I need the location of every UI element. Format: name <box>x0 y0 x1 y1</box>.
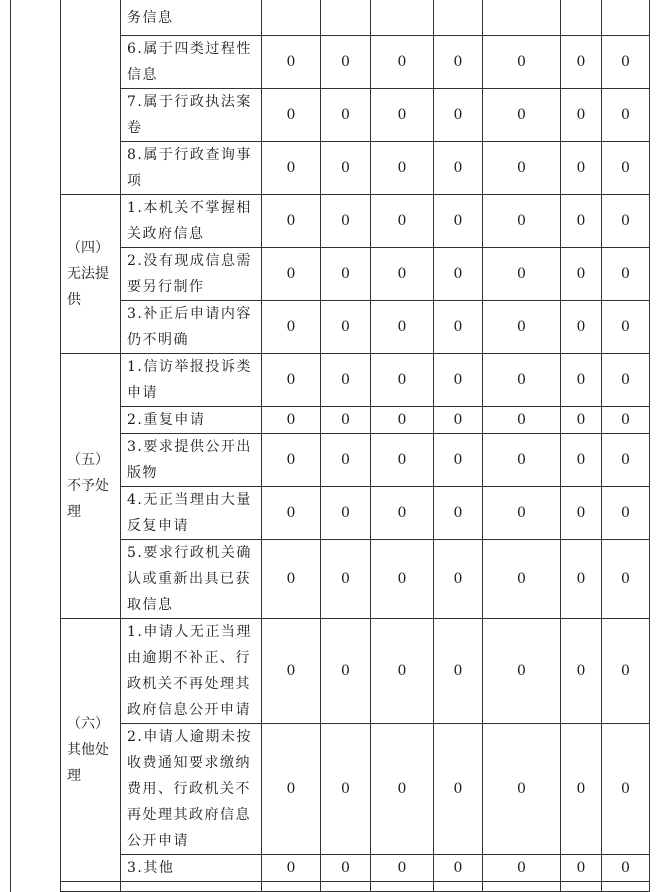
cell: 0 <box>321 540 371 619</box>
cell <box>321 882 371 892</box>
cell: 0 <box>262 89 321 142</box>
cell: 0 <box>602 301 650 354</box>
cell <box>602 0 650 36</box>
cell: 0 <box>602 354 650 407</box>
cell <box>483 0 561 36</box>
row-label: 6.属于四类过程性信息 <box>121 36 262 89</box>
cell <box>371 0 434 36</box>
row-label: 2.重复申请 <box>121 407 262 434</box>
row-label: 3.其他 <box>121 855 262 882</box>
cell: 0 <box>483 142 561 195</box>
category-cell: （六）其他处理 <box>61 619 121 882</box>
cell: 0 <box>602 724 650 855</box>
cell: 0 <box>321 89 371 142</box>
cell: 0 <box>602 487 650 540</box>
cell: 0 <box>602 407 650 434</box>
continued-category-cell <box>61 0 121 195</box>
row-label: 2.申请人逾期未按收费通知要求缴纳费用、行政机关不再处理其政府信息公开申请 <box>121 724 262 855</box>
cell: 0 <box>371 354 434 407</box>
cell: 0 <box>321 434 371 487</box>
cell: 0 <box>262 195 321 248</box>
cell: 0 <box>434 855 483 882</box>
cell: 0 <box>561 354 602 407</box>
table-row <box>11 882 650 892</box>
table-row <box>11 195 650 248</box>
cell: 0 <box>434 487 483 540</box>
table-row <box>11 619 650 724</box>
cell <box>561 0 602 36</box>
cell: 0 <box>262 36 321 89</box>
cell: 0 <box>561 434 602 487</box>
row-label: 3.要求提供公开出版物 <box>121 434 262 487</box>
cell: 0 <box>483 434 561 487</box>
outer-left-column <box>11 0 61 892</box>
row-label: 1.本机关不掌握相关政府信息 <box>121 195 262 248</box>
row-label: 1.信访举报投诉类申请 <box>121 354 262 407</box>
cell: 0 <box>434 195 483 248</box>
cell: 0 <box>434 142 483 195</box>
cell: 0 <box>602 36 650 89</box>
cell: 0 <box>483 195 561 248</box>
row-label: 3.补正后申请内容仍不明确 <box>121 301 262 354</box>
cell: 0 <box>561 724 602 855</box>
cell: 0 <box>262 855 321 882</box>
cell: 0 <box>262 301 321 354</box>
cell <box>602 882 650 892</box>
cell <box>371 882 434 892</box>
cell: 0 <box>262 407 321 434</box>
row-label: 8.属于行政查询事项 <box>121 142 262 195</box>
cell: 0 <box>602 195 650 248</box>
cell: 0 <box>371 540 434 619</box>
cell: 0 <box>434 354 483 407</box>
cell: 0 <box>371 407 434 434</box>
cell: 0 <box>602 434 650 487</box>
cell: 0 <box>262 248 321 301</box>
cell: 0 <box>434 89 483 142</box>
cell: 0 <box>262 619 321 724</box>
cell: 0 <box>483 301 561 354</box>
cell: 0 <box>262 487 321 540</box>
cell: 0 <box>602 619 650 724</box>
cell: 0 <box>321 142 371 195</box>
cell: 0 <box>371 142 434 195</box>
cell <box>61 882 121 892</box>
category-cell: （四）无法提供 <box>61 195 121 354</box>
cell: 0 <box>371 36 434 89</box>
cell: 0 <box>561 487 602 540</box>
cell: 0 <box>561 248 602 301</box>
cell <box>561 882 602 892</box>
cell: 0 <box>371 248 434 301</box>
cell: 0 <box>602 855 650 882</box>
row-label: 2.没有现成信息需要另行制作 <box>121 248 262 301</box>
row-label: 5.要求行政机关确认或重新出具已获取信息 <box>121 540 262 619</box>
cell: 0 <box>321 248 371 301</box>
cell: 0 <box>483 407 561 434</box>
row-label: 1.申请人无正当理由逾期不补正、行政机关不再处理其政府信息公开申请 <box>121 619 262 724</box>
cell: 0 <box>262 354 321 407</box>
cell: 0 <box>483 248 561 301</box>
cell: 0 <box>434 434 483 487</box>
cell <box>262 882 321 892</box>
cell: 0 <box>262 434 321 487</box>
cell: 0 <box>371 89 434 142</box>
cell: 0 <box>483 619 561 724</box>
cell: 0 <box>434 36 483 89</box>
cell: 0 <box>483 354 561 407</box>
cell: 0 <box>321 619 371 724</box>
cell: 0 <box>483 487 561 540</box>
cell: 0 <box>434 301 483 354</box>
cell: 0 <box>434 407 483 434</box>
row-label: 4.无正当理由大量反复申请 <box>121 487 262 540</box>
cell: 0 <box>321 301 371 354</box>
cell: 0 <box>371 301 434 354</box>
table-row <box>11 0 650 36</box>
cell: 0 <box>602 248 650 301</box>
row-label: 7.属于行政执法案卷 <box>121 89 262 142</box>
cell: 0 <box>483 724 561 855</box>
cell: 0 <box>371 195 434 248</box>
row-label: 务信息 <box>121 0 262 36</box>
cell: 0 <box>321 724 371 855</box>
cell <box>434 0 483 36</box>
cell: 0 <box>434 619 483 724</box>
cell: 0 <box>483 36 561 89</box>
cell: 0 <box>483 855 561 882</box>
cell: 0 <box>371 619 434 724</box>
cell: 0 <box>561 855 602 882</box>
cell: 0 <box>321 407 371 434</box>
table-row <box>11 354 650 407</box>
cell: 0 <box>321 855 371 882</box>
cell <box>121 882 262 892</box>
cell: 0 <box>321 354 371 407</box>
cell: 0 <box>434 724 483 855</box>
cell: 0 <box>602 540 650 619</box>
cell: 0 <box>371 434 434 487</box>
cell: 0 <box>262 724 321 855</box>
cell: 0 <box>561 36 602 89</box>
cell <box>262 0 321 36</box>
cell: 0 <box>602 89 650 142</box>
cell: 0 <box>371 855 434 882</box>
cell: 0 <box>561 619 602 724</box>
disclosure-table <box>10 0 650 892</box>
cell: 0 <box>483 89 561 142</box>
cell: 0 <box>434 248 483 301</box>
cell: 0 <box>321 195 371 248</box>
cell: 0 <box>561 195 602 248</box>
cell <box>321 0 371 36</box>
cell: 0 <box>321 36 371 89</box>
cell <box>483 882 561 892</box>
cell: 0 <box>371 487 434 540</box>
cell: 0 <box>262 142 321 195</box>
cell: 0 <box>561 540 602 619</box>
cell: 0 <box>262 540 321 619</box>
cell <box>434 882 483 892</box>
category-cell: （五）不予处理 <box>61 354 121 619</box>
cell: 0 <box>434 540 483 619</box>
cell: 0 <box>561 301 602 354</box>
cell: 0 <box>602 142 650 195</box>
cell: 0 <box>371 724 434 855</box>
cell: 0 <box>561 142 602 195</box>
cell: 0 <box>321 487 371 540</box>
cell: 0 <box>483 540 561 619</box>
cell: 0 <box>561 407 602 434</box>
cell: 0 <box>561 89 602 142</box>
